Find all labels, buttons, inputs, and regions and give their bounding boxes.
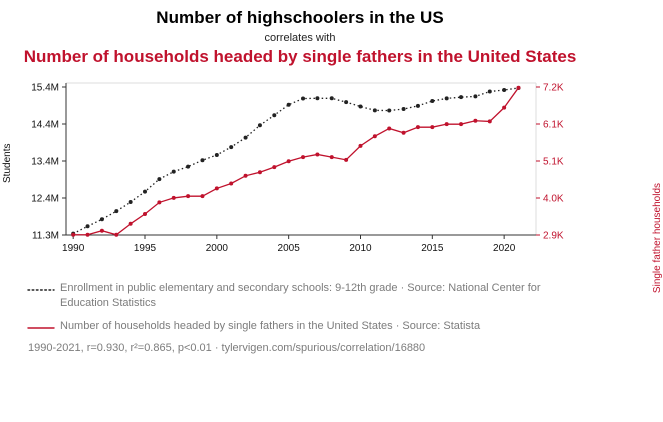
chart-legend	[28, 281, 572, 334]
solid-red-line-icon	[28, 319, 54, 331]
svg-text:13.4M: 13.4M	[31, 156, 59, 168]
svg-text:5.1K: 5.1K	[543, 156, 564, 168]
svg-text:12.4M: 12.4M	[31, 193, 59, 205]
legend-item-enrollment	[28, 281, 572, 311]
legend-item-single-fathers	[28, 319, 572, 334]
svg-text:15.4M: 15.4M	[31, 82, 59, 94]
correlates-with-text: correlates with	[264, 32, 336, 44]
dotted-black-line-icon	[28, 281, 54, 293]
chart-footnote: 1990-2021, r=0.930, r²=0.865, p<0.01 · tylervigen.com/spurious/correlation/16880	[28, 341, 426, 354]
svg-text:7.2K: 7.2K	[543, 82, 564, 94]
svg-text:6.1K: 6.1K	[543, 119, 564, 131]
svg-text:1990: 1990	[62, 243, 85, 255]
svg-text:2015: 2015	[421, 243, 444, 255]
y-axis-right-label: Single father households	[652, 183, 663, 294]
page-title-secondary: Number of households headed by single fathers in the United States	[23, 47, 577, 66]
svg-text:2000: 2000	[205, 243, 228, 255]
page-title: Number of highschoolers in the US	[156, 8, 444, 27]
y-axis-left-label: Students	[2, 143, 13, 184]
legend-item-label: Number of households headed by single fathers in the United States · Source: Statista	[60, 319, 481, 332]
svg-text:2.9K: 2.9K	[543, 230, 564, 242]
svg-text:11.3M: 11.3M	[31, 230, 59, 242]
chart-area	[0, 75, 663, 294]
svg-text:1995: 1995	[133, 243, 157, 255]
svg-text:2020: 2020	[493, 243, 516, 255]
correlation-chart	[0, 75, 600, 275]
svg-text:4.0K: 4.0K	[543, 193, 564, 205]
svg-text:14.4M: 14.4M	[31, 119, 59, 131]
legend-item-label: Enrollment in public elementary and secondary schools: 9-12th grade · Source: National Center for Education Statistics	[60, 282, 541, 310]
svg-text:2005: 2005	[277, 243, 300, 255]
svg-text:2010: 2010	[349, 243, 372, 255]
